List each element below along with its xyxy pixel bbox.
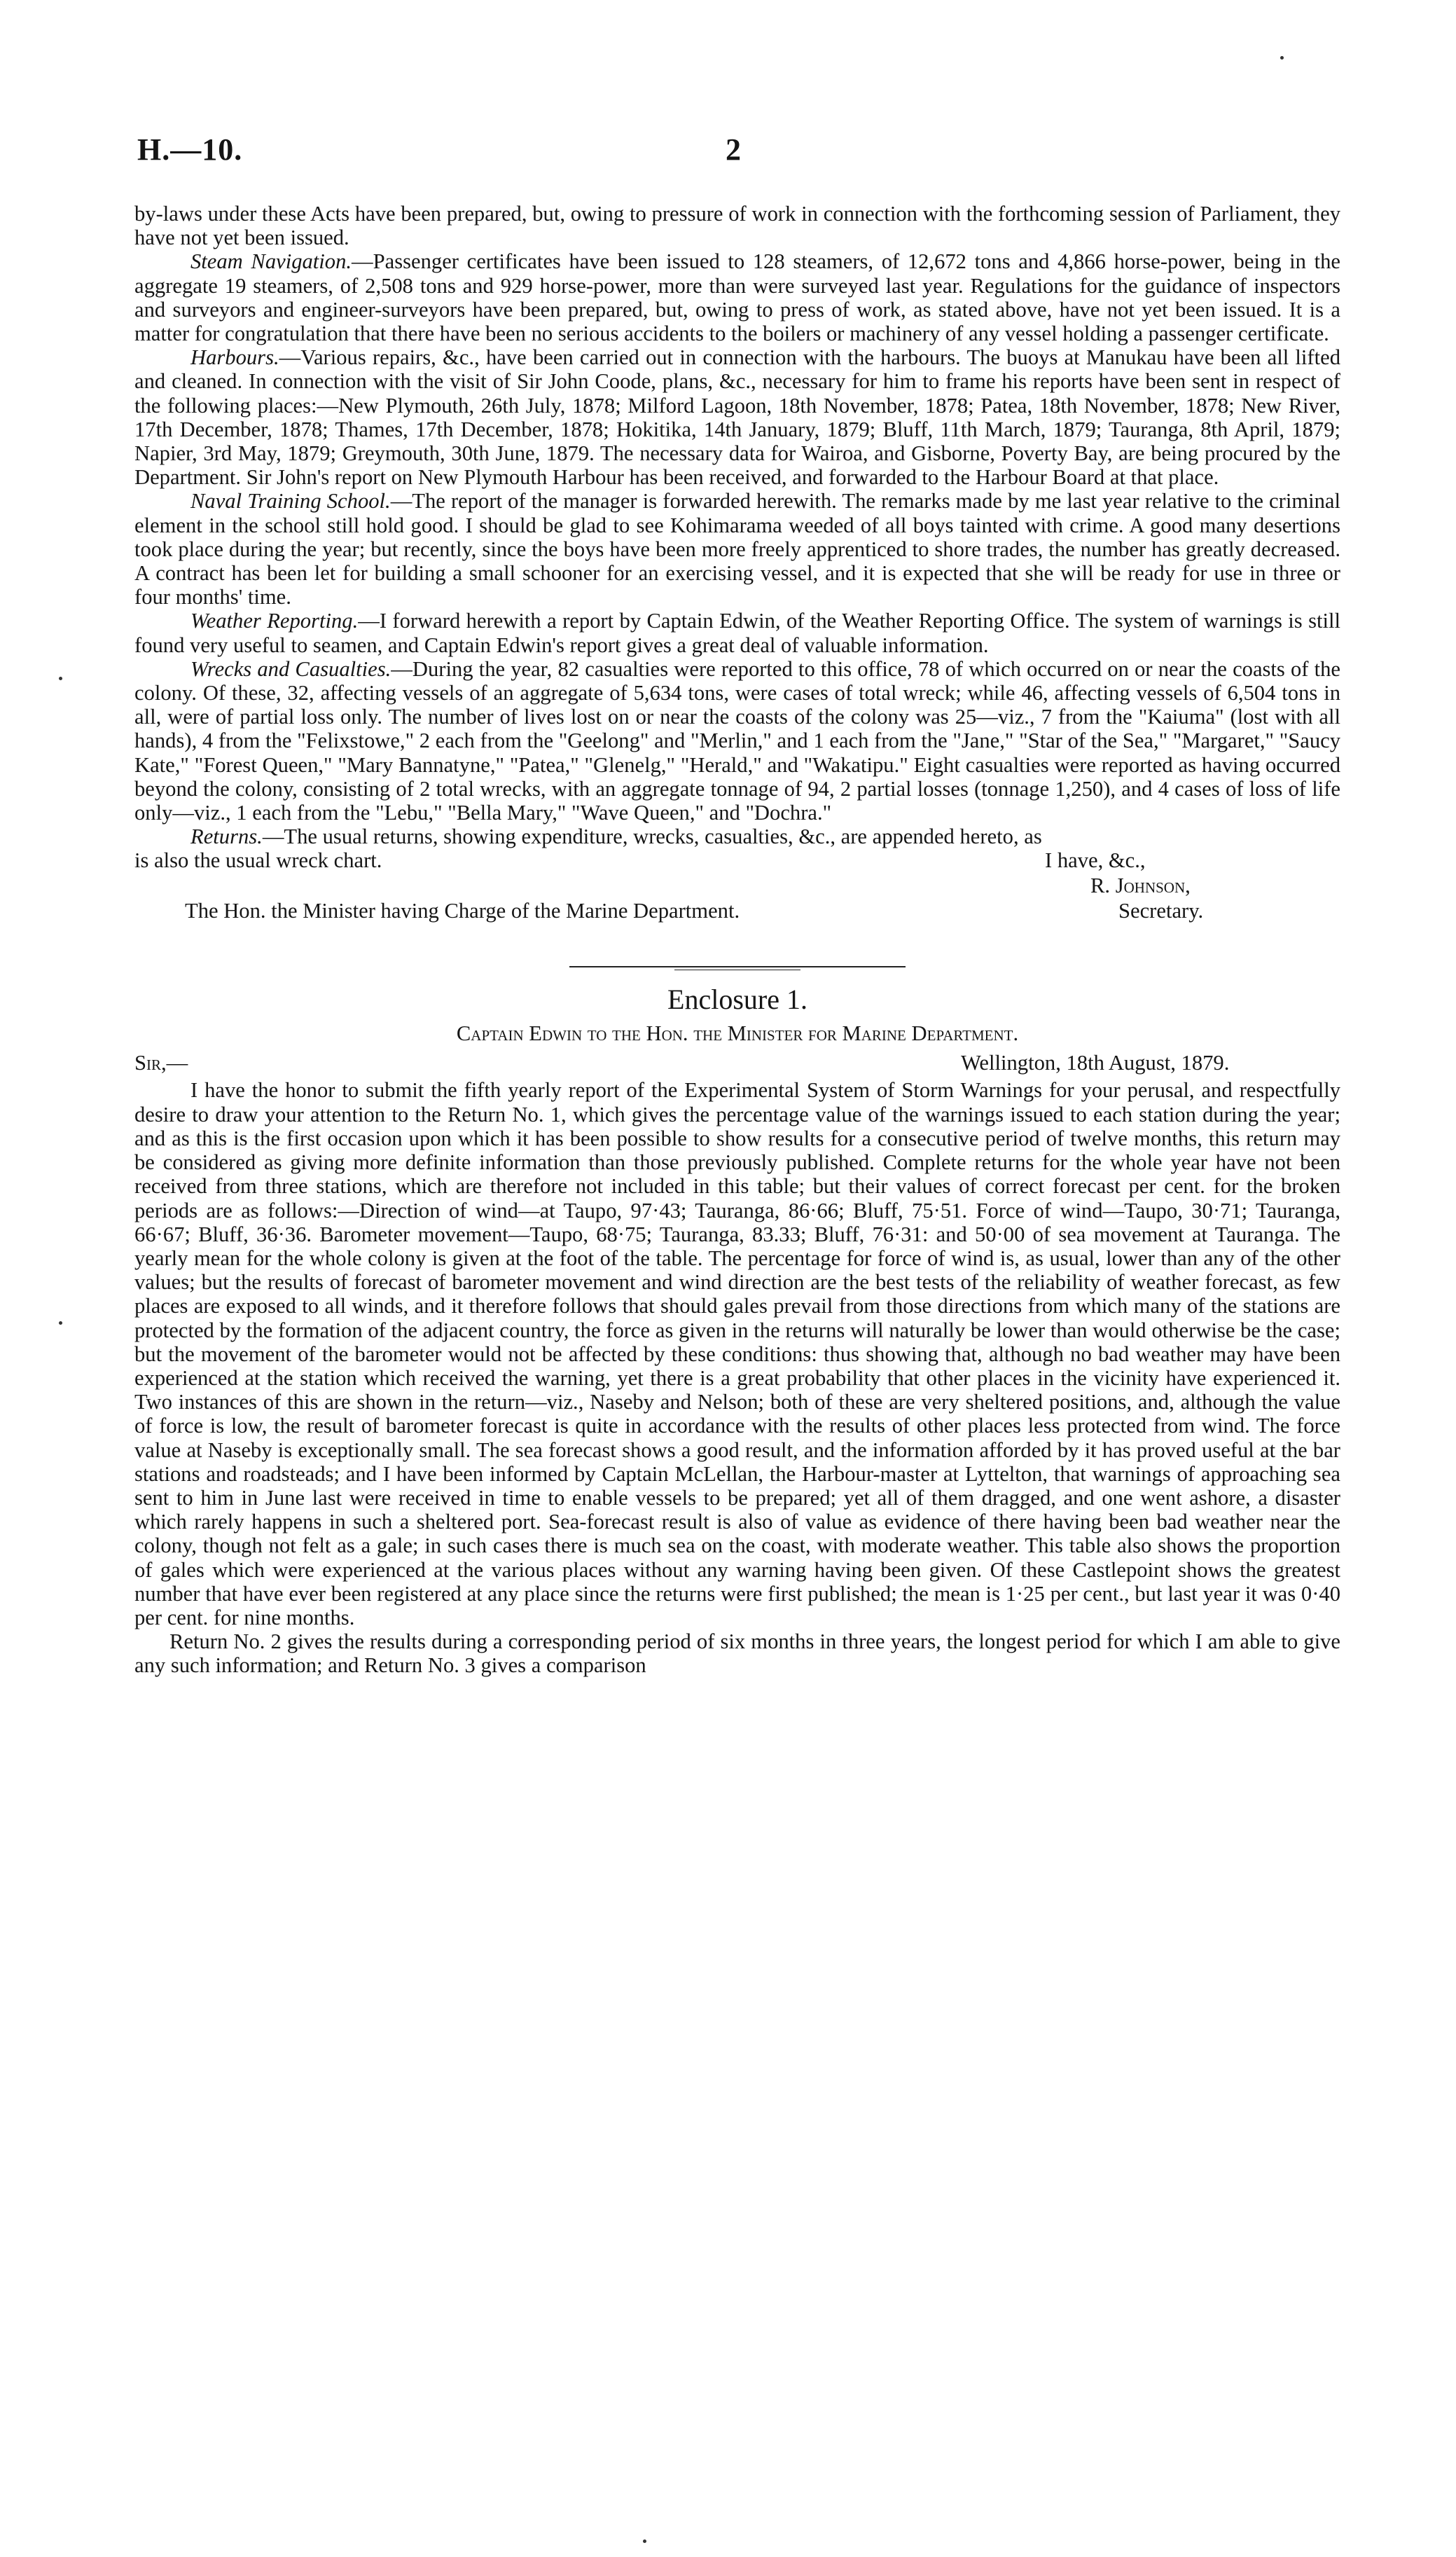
paragraph-weather-reporting — [134, 609, 1340, 656]
section-text: —During the year, 82 casualties were reported to this office, 78 of which occurred on or near the coasts of the colony. Of these, 32, affecting vessels of an aggregate of 5,634 tons, were cases of total wreck; while 46, affecting vessels of 6,504 tons in all, were of partial loss only. The number of lives lost on or near the coasts of the colony was 25—viz., 7 from the "Kaiuma" (lost with all hands), 4 from the "Felixstowe," 2 each from the "Geelong" and "Merlin," and 1 each from the "Jane," "Star of the Sea," "Margaret," "Saucy Kate," "Forest Queen," "Mary Bannatyne," "Patea," "Glenelg," "Herald," and "Wakatipu." Eight casualties were reported as having occurred beyond the colony, consisting of 2 total wrecks, with an aggregate tonnage of 94, 2 partial losses (tonnage 1,250), and 4 cases of loss of life only—viz., 1 each from the "Lebu," "Bella Mary," "Wave Queen," and "Dochra." — [134, 656, 1341, 825]
speck-mark — [1280, 56, 1284, 60]
salutation-line — [134, 1050, 1340, 1078]
paragraph-returns — [134, 825, 1340, 848]
addressee: The Hon. the Minister having Charge of the Marine Department. — [185, 899, 740, 923]
section-heading: Returns. — [190, 825, 263, 849]
letter-paragraph: Return No. 2 gives the results during a corresponding period of six months in three years, the longest period for which I am able to give any such information; and Return No. 3 gives a comparison — [134, 1629, 1340, 1678]
section-heading: Steam Navigation. — [190, 249, 352, 274]
section-heading: Naval Training School. — [190, 489, 391, 514]
paragraph-wrecks-casualties — [134, 657, 1340, 825]
section-heading: Weather Reporting. — [190, 609, 359, 633]
paragraph-harbours — [134, 345, 1340, 489]
section-divider — [569, 966, 906, 967]
speck-mark — [643, 2539, 646, 2543]
signature-name: R. Johnson, — [1090, 874, 1191, 898]
paragraph-bylaws: by-laws under these Acts have been prepared, but, owing to pressure of work in connection with the forthcoming session of Parliament, they have not yet been issued. — [134, 202, 1340, 250]
letter-paragraph: I have the honor to submit the fifth yearly report of the Experimental System of Storm Warnings for your perusal, and respectfully desire to draw your attention to the Return No. 1, which gives the percentage value of the warnings issued to each station during the year; and as this is the first occasion upon which it has been possible to show results for a consecutive period of twelve months, this return may be considered as giving more definite information than those previously published. Complete returns for the whole year have not been received from three stations, which are therefore not included in this table; but their values of correct forecast per cent. for the broken periods are as follows:—Direction of wind—at Taupo, 97·43; Tauranga, 86·66; Bluff, 75·51. Force of wind—Taupo, 30·71; Tauranga, 66·67; Bluff, 36·36. Barometer movement—Taupo, 68·75; Tauranga, 83.33; Bluff, 76·31: and 50·00 of sea movement at Tauranga. The yearly mean for the whole colony is given at the foot of the table. The percentage for force of wind is, as usual, lower than any of the other values; but the results of forecast of barometer movement and wind direction are the best tests of the reliability of weather forecast, as few places are exposed to all winds, and it therefore follows that should gales prevail from those directions from which many of the stations are protected by the formation of the adjacent country, the force as given in the returns will naturally be lower than would otherwise be the case; but the movement of the barometer would not be affected by these conditions: thus showing that, although no bad weather may have been experienced at the station which received the warning, yet there is a great probability that other places in the vicinity have experienced it. Two instances of this are shown in the return—viz., Naseby and Nelson; both of these are very sheltered positions, and, although the value of force is low, the result of barometer forecast is quite in accordance with the results of other places less protected from wind. The force value at Naseby is exceptionally small. The sea forecast shows a good result, and the information afforded by it has proved useful at the bar stations and roadsteads; and I have been informed by Captain McLellan, the Harbour-master at Lyttelton, that warnings of approaching sea sent to him in June last were received in time to enable vessels to be prepared; yet all of them dragged, and one went ashore, a disaster which rarely happens in such a sheltered port. Sea-forecast result is also of value as evidence of there having been bad weather near the colony, though not felt as a gale; in such cases there is much sea on the coast, with moderate weather. This table also shows the proportion of gales which were experienced at the various places without any warning having been given. Of these Castlepoint shows the greatest number that have ever been registered at any place since the returns were first published; the mean is 1·25 per cent., but last year it was 0·40 per cent. for nine months. — [134, 1078, 1340, 1629]
section-text: —Various repairs, &c., have been carried out in connection with the harbours. The buoys at Manukau have been all lifted and cleaned. In connection with the visit of Sir John Coode, plans, &c., necessary for him to frame his reports have been sent in respect of the following places:—New Plymouth, 26th July, 1878; Milford Lagoon, 18th November, 1878; Patea, 18th November, 1878; New River, 17th December, 1878; Thames, 17th December, 1878; Hokitika, 14th January, 1879; Bluff, 11th March, 1879; Tauranga, 8th April, 1879; Napier, 3rd May, 1879; Greymouth, 30th June, 1879. The necessary data for Wairoa, and Gisborne, Poverty Bay, are being procured by the Department. Sir John's report on New Plymouth Harbour has been received, and forwarded to the Harbour Board at that place. — [134, 345, 1340, 490]
section-heading: Wrecks and Casualties. — [190, 656, 391, 681]
page-body — [134, 202, 1340, 1678]
signoff-text: is also the usual wreck chart. — [134, 848, 382, 873]
signer-title: Secretary. — [1118, 899, 1204, 923]
salutation: Sir,— — [134, 1051, 188, 1075]
section-text: —Passenger certificates have been issued to 128 steamers, of 12,672 tons and 4,866 horse-power, being in the aggregate 19 steamers, of 2,508 tons and 929 horse-power, more than were surveyed last year. Regulations for the guidance of inspectors and surveyors and engineer-surveyors have been prepared, but, owing to press of work, as stated above, have not yet been issued. It is a matter for congratulation that there have been no serious accidents to the boilers or machinery of any vessel holding a passenger certificate. — [134, 249, 1340, 346]
margin-mark — [59, 1321, 62, 1325]
section-text: —The report of the manager is forwarded herewith. The remarks made by me last year relative to the criminal element in the school still hold good. I should be glad to see Kohimarama weeded of all boys tainted with crime. A good many desertions took place during the year; but recently, since the boys have been more freely apprenticed to shore trades, the number has greatly decreased. A contract has been let for building a small schooner for an exercising vessel, and it is expected that she will be ready for use in three or four months' time. — [134, 489, 1340, 609]
page-header — [137, 132, 1342, 174]
letter-date: Wellington, 18th August, 1879. — [961, 1051, 1230, 1075]
letter-signoff — [134, 848, 1340, 960]
margin-mark — [59, 677, 62, 680]
page-number: 2 — [726, 132, 741, 167]
paragraph-steam-navigation — [134, 249, 1340, 345]
section-heading: Harbours. — [190, 345, 279, 370]
enclosure-title: Enclosure 1. — [667, 984, 807, 1016]
closing-phrase: I have, &c., — [1045, 848, 1146, 873]
enclosure-subtitle: Captain Edwin to the Hon. the Minister for Marine Department. — [456, 1021, 1019, 1046]
section-text: —I forward herewith a report by Captain Edwin, of the Weather Reporting Office. The system of warnings is still found very useful to seamen, and Captain Edwin's report gives a great deal of valuable information. — [134, 609, 1340, 657]
paragraph-naval-training-school — [134, 489, 1340, 609]
document-reference: H.—10. — [137, 132, 243, 167]
section-text: —The usual returns, showing expenditure, wrecks, casualties, &c., are appended hereto, as — [262, 825, 1042, 849]
